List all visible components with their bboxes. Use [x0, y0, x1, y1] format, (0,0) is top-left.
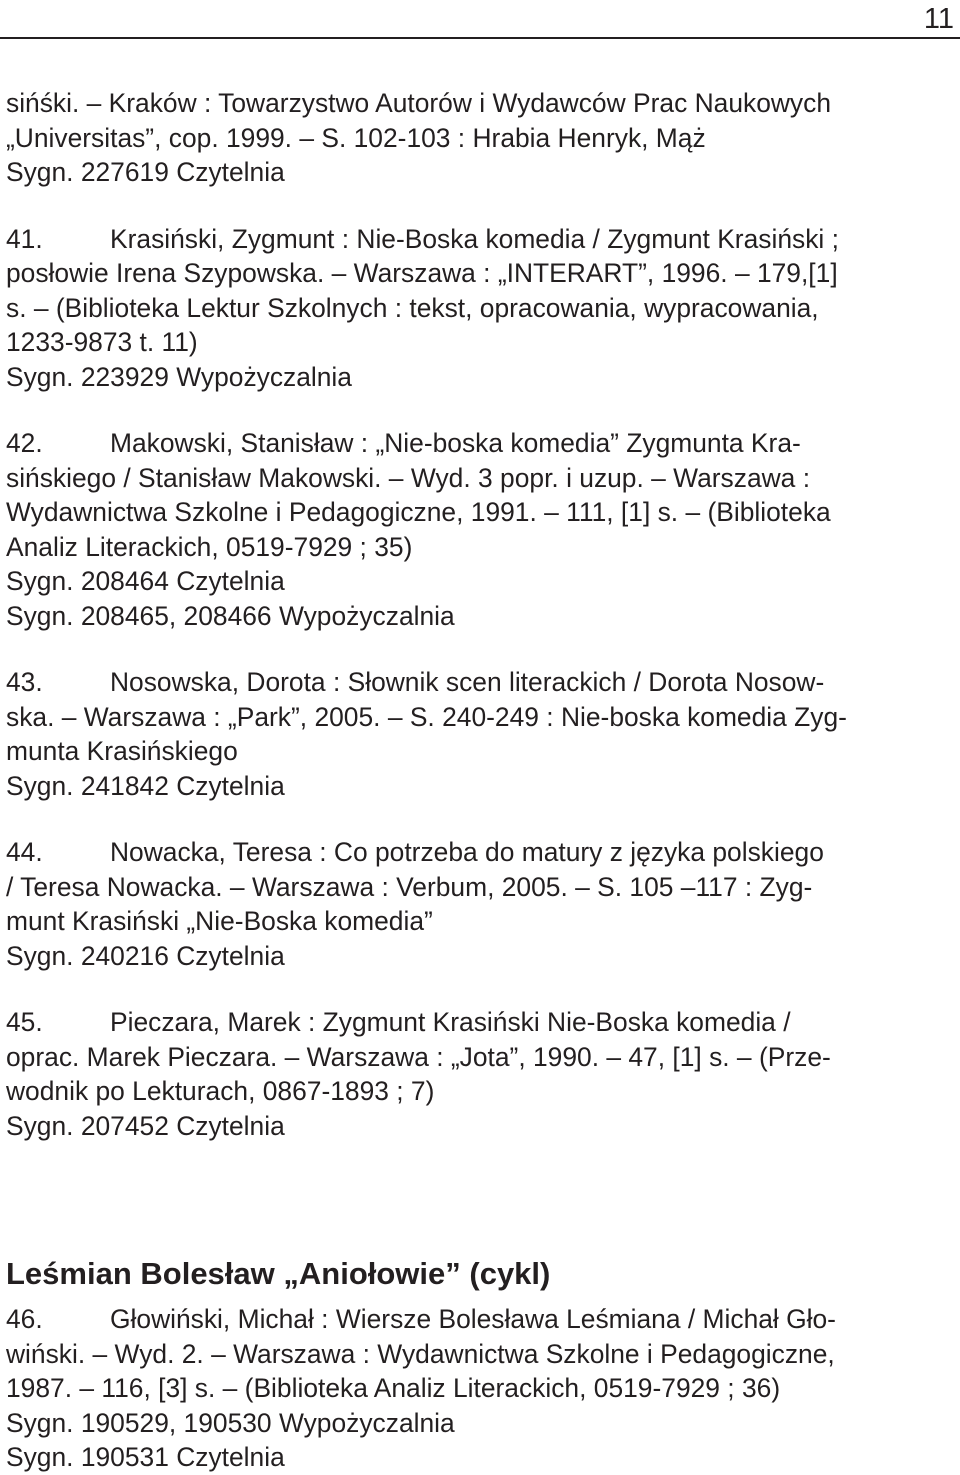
call-number-line: Sygn. 190531 Czytelnia	[6, 1442, 285, 1472]
entry-line: sińśki. – Kraków : Towarzystwo Autorów i Wydawców Prac Naukowych	[6, 88, 832, 118]
call-number-line: Sygn. 223929 Wypożyczalnia	[6, 361, 352, 392]
entry-line: sińskiego / Stanisław Makowski. – Wyd. 3 popr. i uzup. – Warszawa :	[6, 462, 811, 493]
entry-line: munta Krasińskiego	[6, 736, 238, 766]
entry-line: 1233-9873 t. 11)	[6, 327, 198, 357]
bibliography-content	[6, 86, 954, 1475]
entry-first-line	[6, 222, 954, 257]
entry-text: Głowiński, Michał : Wiersze Bolesława Leśmiana / Michał Gło-	[110, 1304, 836, 1334]
entry-text: Krasiński, Zygmunt : Nie-Boska komedia / Zygmunt Krasiński ;	[110, 223, 839, 254]
entry-text: Pieczara, Marek : Zygmunt Krasiński Nie-Boska komedia /	[110, 1007, 791, 1037]
entry-line: „Universitas”, cop. 1999. – S. 102-103 : Hrabia Henryk, Mąż	[6, 122, 706, 153]
bibliography-entry-46	[6, 1302, 954, 1475]
bibliography-entry-41	[6, 222, 954, 395]
entry-line: munt Krasiński „Nie-Boska komedia”	[6, 906, 433, 936]
call-number-line: Sygn. 208464 Czytelnia	[6, 566, 285, 596]
entry-number: 41.	[6, 223, 43, 254]
entry-line: wiński. – Wyd. 2. – Warszawa : Wydawnictwa Szkolne i Pedagogiczne,	[6, 1338, 835, 1369]
call-number-line: Sygn. 208465, 208466 Wypożyczalnia	[6, 600, 455, 631]
entry-number: 43.	[6, 667, 43, 697]
page-number: 11	[923, 3, 954, 35]
entry-line: Wydawnictwa Szkolne i Pedagogiczne, 1991. – 111, [1] s. – (Biblioteka	[6, 497, 831, 527]
bibliography-entry-45	[6, 1005, 954, 1143]
entry-line: / Teresa Nowacka. – Warszawa : Verbum, 2005. – S. 105 –117 : Zyg-	[6, 871, 813, 902]
entry-number: 42.	[6, 428, 43, 458]
entry-first-line	[6, 665, 954, 700]
entry-first-line	[6, 1302, 954, 1337]
entry-line: 1987. – 116, [3] s. – (Biblioteka Analiz Literackich, 0519-7929 ; 36)	[6, 1373, 781, 1403]
entry-text: Nowacka, Teresa : Co potrzeba do matury z języka polskiego	[110, 837, 824, 867]
entry-first-line	[6, 835, 954, 870]
bibliography-entry-42	[6, 426, 954, 633]
entry-number: 44.	[6, 837, 43, 867]
entry-first-line	[6, 1005, 954, 1040]
bibliography-entry-44	[6, 835, 954, 973]
call-number-line: Sygn. 241842 Czytelnia	[6, 770, 285, 801]
entry-line: s. – (Biblioteka Lektur Szkolnych : tekst, opracowania, wypracowania,	[6, 292, 819, 323]
entry-number: 45.	[6, 1007, 43, 1037]
entry-line: Analiz Literackich, 0519-7929 ; 35)	[6, 531, 413, 562]
entry-text: Makowski, Stanisław : „Nie-boska komedia” Zygmunta Kra-	[110, 428, 801, 458]
entry-line: oprac. Marek Pieczara. – Warszawa : „Jota”, 1990. – 47, [1] s. – (Prze-	[6, 1041, 831, 1072]
bibliography-entry-43	[6, 665, 954, 803]
call-number-line: Sygn. 207452 Czytelnia	[6, 1110, 285, 1141]
entry-line: wodnik po Lekturach, 0867-1893 ; 7)	[6, 1076, 435, 1106]
call-number-line: Sygn. 240216 Czytelnia	[6, 940, 285, 971]
entry-line: Sygn. 227619 Czytelnia	[6, 157, 285, 187]
header-rule	[0, 37, 960, 39]
entry-first-line	[6, 426, 954, 461]
entry-line: ska. – Warszawa : „Park”, 2005. – S. 240-249 : Nie-boska komedia Zyg-	[6, 701, 847, 732]
entry-number: 46.	[6, 1304, 43, 1334]
entry-line: posłowie Irena Szypowska. – Warszawa : „INTERART”, 1996. – 179,[1]	[6, 258, 838, 288]
section-heading: Leśmian Bolesław „Aniołowie” (cykl)	[6, 1256, 551, 1291]
entry-text: Nosowska, Dorota : Słownik scen literackich / Dorota Nosow-	[110, 667, 825, 697]
call-number-line: Sygn. 190529, 190530 Wypożyczalnia	[6, 1407, 455, 1438]
continued-entry	[6, 86, 954, 190]
